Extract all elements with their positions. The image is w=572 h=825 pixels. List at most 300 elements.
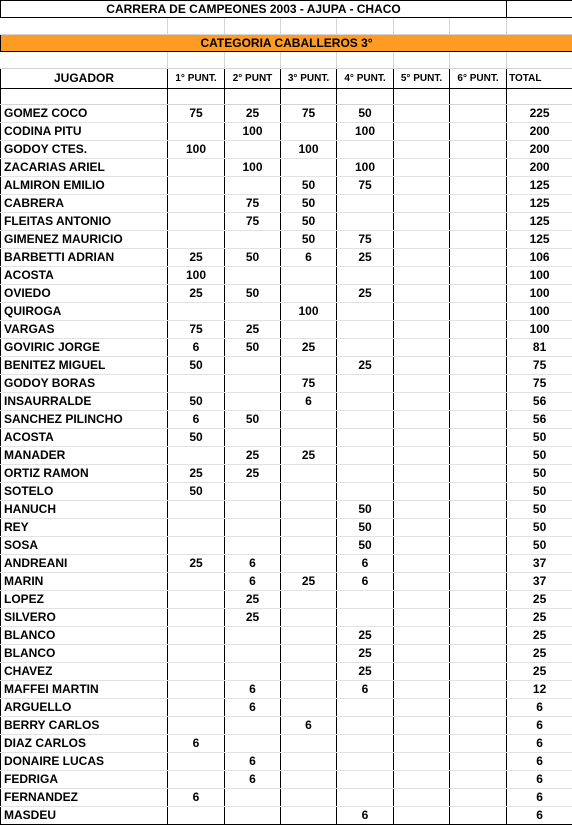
punt-4-cell[interactable] (337, 195, 394, 213)
total-cell[interactable]: 37 (507, 555, 572, 573)
punt-1-cell[interactable]: 100 (168, 141, 225, 159)
punt-5-cell[interactable] (394, 771, 450, 789)
punt-4-cell[interactable]: 6 (337, 555, 394, 573)
punt-1-cell[interactable] (168, 573, 225, 591)
punt-3-cell[interactable] (281, 807, 337, 825)
punt-2-cell[interactable]: 25 (225, 321, 281, 339)
punt-4-cell[interactable]: 6 (337, 573, 394, 591)
header-punt-5[interactable]: 5° PUNT. (394, 69, 450, 89)
punt-6-cell[interactable] (450, 645, 507, 663)
total-cell[interactable]: 106 (507, 249, 572, 267)
player-name-cell[interactable]: MANADER (1, 447, 168, 465)
punt-3-cell[interactable]: 25 (281, 573, 337, 591)
punt-5-cell[interactable] (394, 717, 450, 735)
punt-3-cell[interactable] (281, 321, 337, 339)
total-cell[interactable]: 6 (507, 735, 572, 753)
punt-1-cell[interactable] (168, 681, 225, 699)
punt-2-cell[interactable]: 50 (225, 249, 281, 267)
total-cell[interactable]: 75 (507, 375, 572, 393)
punt-6-cell[interactable] (450, 321, 507, 339)
sheet-title[interactable]: CARRERA DE CAMPEONES 2003 - AJUPA - CHACO (1, 1, 507, 18)
punt-4-cell[interactable] (337, 753, 394, 771)
total-cell[interactable]: 50 (507, 447, 572, 465)
punt-6-cell[interactable] (450, 339, 507, 357)
total-cell[interactable]: 6 (507, 717, 572, 735)
punt-5-cell[interactable] (394, 429, 450, 447)
punt-3-cell[interactable] (281, 645, 337, 663)
punt-4-cell[interactable] (337, 771, 394, 789)
player-name-cell[interactable]: BLANCO (1, 645, 168, 663)
header-jugador[interactable]: JUGADOR (1, 69, 168, 89)
punt-1-cell[interactable] (168, 177, 225, 195)
punt-5-cell[interactable] (394, 501, 450, 519)
punt-1-cell[interactable]: 50 (168, 429, 225, 447)
player-name-cell[interactable]: ACOSTA (1, 267, 168, 285)
punt-3-cell[interactable]: 50 (281, 195, 337, 213)
punt-2-cell[interactable]: 6 (225, 699, 281, 717)
player-name-cell[interactable]: MAFFEI MARTIN (1, 681, 168, 699)
punt-4-cell[interactable] (337, 429, 394, 447)
punt-4-cell[interactable] (337, 339, 394, 357)
punt-4-cell[interactable]: 25 (337, 285, 394, 303)
punt-2-cell[interactable]: 100 (225, 159, 281, 177)
player-name-cell[interactable]: CHAVEZ (1, 663, 168, 681)
punt-5-cell[interactable] (394, 159, 450, 177)
punt-2-cell[interactable] (225, 807, 281, 825)
total-cell[interactable]: 50 (507, 429, 572, 447)
punt-1-cell[interactable]: 6 (168, 339, 225, 357)
punt-6-cell[interactable] (450, 213, 507, 231)
punt-4-cell[interactable]: 6 (337, 807, 394, 825)
punt-5-cell[interactable] (394, 645, 450, 663)
punt-3-cell[interactable] (281, 501, 337, 519)
total-cell[interactable]: 25 (507, 591, 572, 609)
player-name-cell[interactable]: BARBETTI ADRIAN (1, 249, 168, 267)
punt-2-cell[interactable] (225, 231, 281, 249)
punt-3-cell[interactable] (281, 357, 337, 375)
punt-6-cell[interactable] (450, 483, 507, 501)
punt-4-cell[interactable]: 25 (337, 663, 394, 681)
punt-1-cell[interactable]: 75 (168, 321, 225, 339)
punt-1-cell[interactable]: 6 (168, 789, 225, 807)
punt-6-cell[interactable] (450, 555, 507, 573)
punt-2-cell[interactable]: 100 (225, 123, 281, 141)
punt-3-cell[interactable] (281, 465, 337, 483)
punt-5-cell[interactable] (394, 627, 450, 645)
player-name-cell[interactable]: GODOY CTES. (1, 141, 168, 159)
punt-1-cell[interactable] (168, 771, 225, 789)
punt-6-cell[interactable] (450, 519, 507, 537)
punt-2-cell[interactable] (225, 375, 281, 393)
punt-5-cell[interactable] (394, 537, 450, 555)
punt-5-cell[interactable] (394, 321, 450, 339)
punt-2-cell[interactable]: 75 (225, 195, 281, 213)
punt-6-cell[interactable] (450, 591, 507, 609)
total-cell[interactable]: 50 (507, 501, 572, 519)
punt-1-cell[interactable] (168, 591, 225, 609)
punt-6-cell[interactable] (450, 393, 507, 411)
punt-4-cell[interactable] (337, 717, 394, 735)
punt-3-cell[interactable] (281, 663, 337, 681)
player-name-cell[interactable]: REY (1, 519, 168, 537)
punt-6-cell[interactable] (450, 375, 507, 393)
total-cell[interactable]: 37 (507, 573, 572, 591)
punt-3-cell[interactable]: 75 (281, 105, 337, 123)
punt-5-cell[interactable] (394, 123, 450, 141)
punt-3-cell[interactable] (281, 483, 337, 501)
punt-2-cell[interactable] (225, 537, 281, 555)
player-name-cell[interactable]: ORTIZ RAMON (1, 465, 168, 483)
punt-3-cell[interactable] (281, 735, 337, 753)
punt-3-cell[interactable] (281, 555, 337, 573)
player-name-cell[interactable]: BLANCO (1, 627, 168, 645)
punt-2-cell[interactable] (225, 663, 281, 681)
player-name-cell[interactable]: ZACARIAS ARIEL (1, 159, 168, 177)
punt-5-cell[interactable] (394, 375, 450, 393)
total-cell[interactable]: 12 (507, 681, 572, 699)
punt-5-cell[interactable] (394, 609, 450, 627)
punt-5-cell[interactable] (394, 267, 450, 285)
punt-4-cell[interactable]: 6 (337, 681, 394, 699)
punt-4-cell[interactable] (337, 213, 394, 231)
punt-4-cell[interactable]: 50 (337, 501, 394, 519)
punt-3-cell[interactable]: 25 (281, 447, 337, 465)
punt-6-cell[interactable] (450, 465, 507, 483)
punt-3-cell[interactable]: 6 (281, 717, 337, 735)
punt-5-cell[interactable] (394, 249, 450, 267)
total-cell[interactable]: 200 (507, 141, 572, 159)
punt-1-cell[interactable] (168, 609, 225, 627)
punt-3-cell[interactable] (281, 789, 337, 807)
punt-4-cell[interactable] (337, 699, 394, 717)
punt-5-cell[interactable] (394, 807, 450, 825)
punt-2-cell[interactable]: 6 (225, 753, 281, 771)
punt-5-cell[interactable] (394, 789, 450, 807)
punt-4-cell[interactable] (337, 591, 394, 609)
punt-6-cell[interactable] (450, 447, 507, 465)
punt-4-cell[interactable]: 50 (337, 105, 394, 123)
total-cell[interactable]: 100 (507, 321, 572, 339)
punt-2-cell[interactable]: 6 (225, 771, 281, 789)
punt-4-cell[interactable] (337, 483, 394, 501)
punt-2-cell[interactable] (225, 141, 281, 159)
punt-4-cell[interactable] (337, 321, 394, 339)
player-name-cell[interactable]: DIAZ CARLOS (1, 735, 168, 753)
punt-2-cell[interactable] (225, 429, 281, 447)
punt-1-cell[interactable] (168, 195, 225, 213)
punt-3-cell[interactable] (281, 159, 337, 177)
punt-4-cell[interactable]: 50 (337, 537, 394, 555)
total-cell[interactable]: 6 (507, 771, 572, 789)
player-name-cell[interactable]: FEDRIGA (1, 771, 168, 789)
punt-3-cell[interactable] (281, 627, 337, 645)
punt-4-cell[interactable] (337, 609, 394, 627)
punt-4-cell[interactable]: 25 (337, 357, 394, 375)
player-name-cell[interactable]: DONAIRE LUCAS (1, 753, 168, 771)
punt-1-cell[interactable] (168, 699, 225, 717)
punt-6-cell[interactable] (450, 681, 507, 699)
header-punt-6[interactable]: 6° PUNT. (450, 69, 507, 89)
punt-4-cell[interactable] (337, 789, 394, 807)
punt-5-cell[interactable] (394, 105, 450, 123)
punt-3-cell[interactable]: 75 (281, 375, 337, 393)
total-cell[interactable]: 125 (507, 231, 572, 249)
punt-1-cell[interactable]: 50 (168, 393, 225, 411)
punt-2-cell[interactable] (225, 267, 281, 285)
punt-2-cell[interactable] (225, 357, 281, 375)
player-name-cell[interactable]: SANCHEZ PILINCHO (1, 411, 168, 429)
punt-5-cell[interactable] (394, 213, 450, 231)
punt-1-cell[interactable]: 6 (168, 735, 225, 753)
punt-5-cell[interactable] (394, 195, 450, 213)
punt-1-cell[interactable] (168, 159, 225, 177)
punt-3-cell[interactable] (281, 519, 337, 537)
total-cell[interactable]: 25 (507, 627, 572, 645)
punt-6-cell[interactable] (450, 357, 507, 375)
punt-5-cell[interactable] (394, 465, 450, 483)
punt-4-cell[interactable] (337, 303, 394, 321)
punt-6-cell[interactable] (450, 411, 507, 429)
punt-6-cell[interactable] (450, 627, 507, 645)
player-name-cell[interactable]: QUIROGA (1, 303, 168, 321)
punt-6-cell[interactable] (450, 807, 507, 825)
punt-1-cell[interactable] (168, 627, 225, 645)
header-punt-4[interactable]: 4° PUNT. (337, 69, 394, 89)
punt-3-cell[interactable]: 25 (281, 339, 337, 357)
total-cell[interactable]: 50 (507, 483, 572, 501)
total-cell[interactable]: 225 (507, 105, 572, 123)
punt-1-cell[interactable] (168, 537, 225, 555)
punt-1-cell[interactable]: 25 (168, 249, 225, 267)
total-cell[interactable]: 125 (507, 213, 572, 231)
punt-2-cell[interactable] (225, 735, 281, 753)
player-name-cell[interactable]: ALMIRON EMILIO (1, 177, 168, 195)
punt-5-cell[interactable] (394, 339, 450, 357)
punt-4-cell[interactable]: 50 (337, 519, 394, 537)
punt-4-cell[interactable] (337, 267, 394, 285)
punt-2-cell[interactable]: 25 (225, 105, 281, 123)
punt-5-cell[interactable] (394, 663, 450, 681)
punt-5-cell[interactable] (394, 393, 450, 411)
punt-4-cell[interactable]: 25 (337, 627, 394, 645)
player-name-cell[interactable]: BERRY CARLOS (1, 717, 168, 735)
total-cell[interactable]: 50 (507, 537, 572, 555)
punt-4-cell[interactable]: 25 (337, 249, 394, 267)
punt-6-cell[interactable] (450, 177, 507, 195)
total-cell[interactable]: 100 (507, 303, 572, 321)
punt-3-cell[interactable] (281, 411, 337, 429)
punt-2-cell[interactable]: 25 (225, 465, 281, 483)
player-name-cell[interactable]: SOTELO (1, 483, 168, 501)
punt-2-cell[interactable]: 25 (225, 591, 281, 609)
punt-6-cell[interactable] (450, 735, 507, 753)
player-name-cell[interactable]: BENITEZ MIGUEL (1, 357, 168, 375)
total-cell[interactable]: 6 (507, 699, 572, 717)
punt-1-cell[interactable] (168, 753, 225, 771)
punt-5-cell[interactable] (394, 483, 450, 501)
punt-2-cell[interactable] (225, 717, 281, 735)
punt-5-cell[interactable] (394, 735, 450, 753)
player-name-cell[interactable]: CABRERA (1, 195, 168, 213)
punt-3-cell[interactable] (281, 285, 337, 303)
punt-4-cell[interactable]: 75 (337, 231, 394, 249)
punt-4-cell[interactable] (337, 735, 394, 753)
player-name-cell[interactable]: VARGAS (1, 321, 168, 339)
total-cell[interactable]: 25 (507, 645, 572, 663)
total-cell[interactable]: 100 (507, 267, 572, 285)
header-total[interactable]: TOTAL (507, 69, 572, 89)
player-name-cell[interactable]: GODOY BORAS (1, 375, 168, 393)
player-name-cell[interactable]: MARIN (1, 573, 168, 591)
punt-4-cell[interactable] (337, 447, 394, 465)
punt-6-cell[interactable] (450, 123, 507, 141)
punt-3-cell[interactable] (281, 537, 337, 555)
punt-4-cell[interactable]: 100 (337, 159, 394, 177)
punt-1-cell[interactable]: 100 (168, 267, 225, 285)
punt-1-cell[interactable]: 25 (168, 465, 225, 483)
punt-6-cell[interactable] (450, 501, 507, 519)
player-name-cell[interactable]: FLEITAS ANTONIO (1, 213, 168, 231)
punt-5-cell[interactable] (394, 285, 450, 303)
title-blank-cell[interactable] (507, 1, 572, 18)
punt-3-cell[interactable] (281, 699, 337, 717)
punt-6-cell[interactable] (450, 573, 507, 591)
total-cell[interactable]: 125 (507, 177, 572, 195)
player-name-cell[interactable]: ANDREANI (1, 555, 168, 573)
punt-5-cell[interactable] (394, 411, 450, 429)
punt-2-cell[interactable] (225, 627, 281, 645)
punt-4-cell[interactable] (337, 465, 394, 483)
punt-5-cell[interactable] (394, 303, 450, 321)
punt-6-cell[interactable] (450, 537, 507, 555)
total-cell[interactable]: 81 (507, 339, 572, 357)
punt-2-cell[interactable] (225, 393, 281, 411)
punt-4-cell[interactable] (337, 393, 394, 411)
punt-5-cell[interactable] (394, 447, 450, 465)
punt-2-cell[interactable]: 50 (225, 285, 281, 303)
punt-5-cell[interactable] (394, 519, 450, 537)
punt-6-cell[interactable] (450, 105, 507, 123)
punt-1-cell[interactable] (168, 123, 225, 141)
punt-3-cell[interactable]: 100 (281, 303, 337, 321)
total-cell[interactable]: 75 (507, 357, 572, 375)
total-cell[interactable]: 50 (507, 519, 572, 537)
punt-1-cell[interactable] (168, 717, 225, 735)
player-name-cell[interactable]: MASDEU (1, 807, 168, 825)
total-cell[interactable]: 25 (507, 663, 572, 681)
punt-2-cell[interactable] (225, 519, 281, 537)
punt-6-cell[interactable] (450, 429, 507, 447)
punt-2-cell[interactable]: 6 (225, 555, 281, 573)
total-cell[interactable]: 50 (507, 465, 572, 483)
player-name-cell[interactable]: ACOSTA (1, 429, 168, 447)
punt-1-cell[interactable] (168, 807, 225, 825)
punt-5-cell[interactable] (394, 573, 450, 591)
punt-5-cell[interactable] (394, 753, 450, 771)
punt-1-cell[interactable] (168, 213, 225, 231)
punt-1-cell[interactable] (168, 375, 225, 393)
player-name-cell[interactable]: LOPEZ (1, 591, 168, 609)
punt-6-cell[interactable] (450, 267, 507, 285)
punt-3-cell[interactable] (281, 771, 337, 789)
punt-3-cell[interactable]: 6 (281, 249, 337, 267)
punt-5-cell[interactable] (394, 141, 450, 159)
total-cell[interactable]: 56 (507, 411, 572, 429)
punt-1-cell[interactable] (168, 303, 225, 321)
punt-6-cell[interactable] (450, 303, 507, 321)
punt-3-cell[interactable] (281, 123, 337, 141)
player-name-cell[interactable]: GOVIRIC JORGE (1, 339, 168, 357)
punt-6-cell[interactable] (450, 231, 507, 249)
punt-1-cell[interactable]: 25 (168, 555, 225, 573)
punt-4-cell[interactable]: 25 (337, 645, 394, 663)
punt-3-cell[interactable] (281, 681, 337, 699)
punt-3-cell[interactable] (281, 591, 337, 609)
punt-6-cell[interactable] (450, 159, 507, 177)
punt-2-cell[interactable] (225, 177, 281, 195)
punt-3-cell[interactable]: 50 (281, 213, 337, 231)
punt-3-cell[interactable]: 50 (281, 231, 337, 249)
punt-2-cell[interactable]: 25 (225, 609, 281, 627)
punt-2-cell[interactable]: 25 (225, 447, 281, 465)
player-name-cell[interactable]: SILVERO (1, 609, 168, 627)
punt-6-cell[interactable] (450, 699, 507, 717)
punt-6-cell[interactable] (450, 609, 507, 627)
player-name-cell[interactable]: OVIEDO (1, 285, 168, 303)
punt-3-cell[interactable] (281, 429, 337, 447)
total-cell[interactable]: 200 (507, 123, 572, 141)
punt-1-cell[interactable] (168, 447, 225, 465)
punt-1-cell[interactable]: 75 (168, 105, 225, 123)
player-name-cell[interactable]: CODINA PITU (1, 123, 168, 141)
header-punt-3[interactable]: 3° PUNT. (281, 69, 337, 89)
punt-1-cell[interactable] (168, 663, 225, 681)
player-name-cell[interactable]: INSAURRALDE (1, 393, 168, 411)
punt-4-cell[interactable] (337, 141, 394, 159)
total-cell[interactable]: 6 (507, 789, 572, 807)
punt-1-cell[interactable]: 50 (168, 357, 225, 375)
punt-4-cell[interactable] (337, 411, 394, 429)
punt-5-cell[interactable] (394, 699, 450, 717)
punt-4-cell[interactable]: 75 (337, 177, 394, 195)
punt-1-cell[interactable] (168, 519, 225, 537)
total-cell[interactable]: 125 (507, 195, 572, 213)
punt-2-cell[interactable]: 50 (225, 339, 281, 357)
total-cell[interactable]: 6 (507, 807, 572, 825)
punt-3-cell[interactable]: 50 (281, 177, 337, 195)
punt-3-cell[interactable]: 6 (281, 393, 337, 411)
punt-1-cell[interactable] (168, 645, 225, 663)
punt-1-cell[interactable]: 50 (168, 483, 225, 501)
punt-6-cell[interactable] (450, 141, 507, 159)
punt-2-cell[interactable] (225, 303, 281, 321)
header-punt-1[interactable]: 1° PUNT. (168, 69, 225, 89)
player-name-cell[interactable]: HANUCH (1, 501, 168, 519)
punt-2-cell[interactable] (225, 483, 281, 501)
punt-1-cell[interactable] (168, 501, 225, 519)
punt-5-cell[interactable] (394, 177, 450, 195)
punt-2-cell[interactable] (225, 789, 281, 807)
total-cell[interactable]: 100 (507, 285, 572, 303)
punt-5-cell[interactable] (394, 357, 450, 375)
punt-3-cell[interactable] (281, 753, 337, 771)
player-name-cell[interactable]: GIMENEZ MAURICIO (1, 231, 168, 249)
punt-3-cell[interactable] (281, 267, 337, 285)
player-name-cell[interactable]: GOMEZ COCO (1, 105, 168, 123)
punt-6-cell[interactable] (450, 195, 507, 213)
punt-6-cell[interactable] (450, 771, 507, 789)
punt-5-cell[interactable] (394, 681, 450, 699)
